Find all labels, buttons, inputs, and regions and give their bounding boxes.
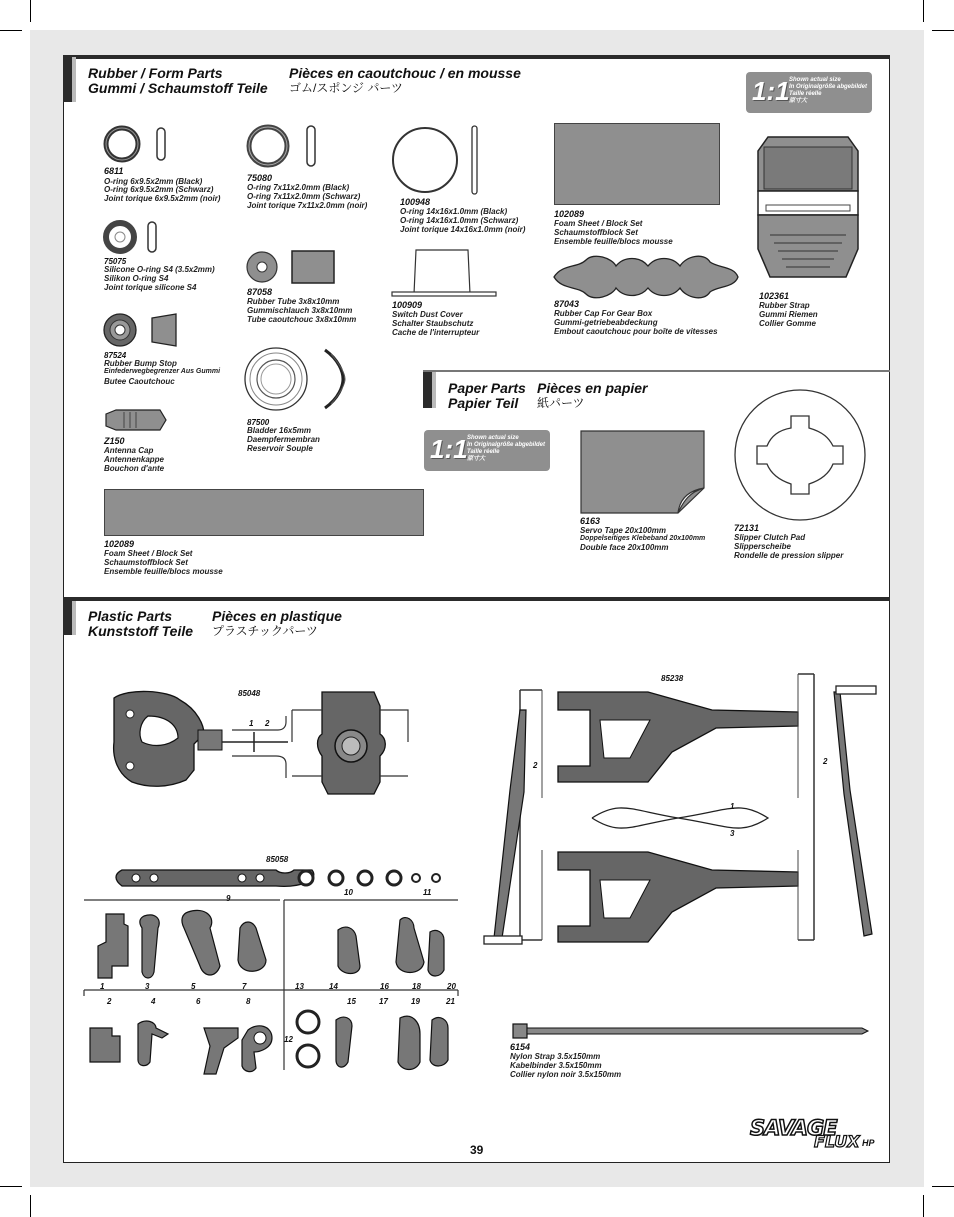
part-label-en: Rubber Cap For Gear Box bbox=[554, 309, 653, 318]
badge-en: Shown actual size bbox=[467, 435, 519, 441]
part-label-fr: Ensemble feuille/blocs mousse bbox=[554, 237, 673, 246]
part-number: 87524 bbox=[104, 351, 127, 360]
part-number: 102361 bbox=[759, 291, 790, 301]
part-number: Z150 bbox=[104, 436, 125, 446]
part-label-en: Silicone O-ring S4 (3.5x2mm) bbox=[104, 265, 215, 274]
rubber-title-de: Gummi / Schaumstoff Teile bbox=[88, 80, 268, 96]
part-label-en: Nylon Strap 3.5x150mm bbox=[510, 1052, 601, 1061]
sprue-part-number: 7 bbox=[242, 982, 247, 991]
logo-suffix: HP bbox=[862, 1138, 875, 1148]
badge-jp: 原寸大 bbox=[467, 456, 486, 462]
paper-title-fr: Pièces en papier bbox=[537, 380, 648, 396]
sprue-part-number: 6 bbox=[196, 997, 201, 1006]
part-label-en: O-ring 6x9.5x2mm (Black) bbox=[104, 177, 203, 186]
part-label-en: Switch Dust Cover bbox=[392, 310, 463, 319]
paper-divider bbox=[423, 370, 890, 372]
page-number: 39 bbox=[470, 1143, 484, 1157]
part-label-fr: Cache de l'interrupteur bbox=[392, 328, 480, 337]
section-divider bbox=[63, 597, 890, 601]
oring-6811-drawing bbox=[104, 126, 168, 162]
part-label-en: Bladder 16x5mm bbox=[247, 426, 312, 435]
plastic-title-en: Plastic Parts bbox=[88, 608, 173, 624]
crop-mark bbox=[30, 0, 31, 22]
part-label-fr: Butee Caoutchouc bbox=[104, 377, 175, 386]
part-label-fr: Joint torique silicone S4 bbox=[104, 283, 197, 292]
part-number: 6163 bbox=[580, 516, 601, 526]
part-label-en: Slipper Clutch Pad bbox=[734, 533, 806, 542]
sprue-part-number: 12 bbox=[284, 1035, 293, 1044]
actual-size-badge bbox=[746, 72, 872, 113]
part-number: 100909 bbox=[392, 300, 423, 310]
sprue-part-number: 20 bbox=[447, 982, 456, 991]
part-label-fr: Ensemble feuille/blocs mousse bbox=[104, 567, 223, 576]
sprue-part-number: 19 bbox=[411, 997, 420, 1006]
sprue-part-number: 16 bbox=[380, 982, 389, 991]
rubber-tube-87058-drawing bbox=[246, 249, 338, 285]
sprue-number: 85238 bbox=[661, 674, 684, 683]
logo-word-savage: SAVAGE bbox=[750, 1116, 837, 1140]
sprue-part-number: 2 bbox=[823, 757, 828, 766]
part-label-de: Schaumstoffblock Set bbox=[554, 228, 638, 237]
plastic-title-fr: Pièces en plastique bbox=[212, 608, 342, 624]
sprue-part-number: 14 bbox=[329, 982, 338, 991]
part-number: 100948 bbox=[400, 197, 431, 207]
paper-title-jp: 紙パーツ bbox=[537, 396, 585, 410]
part-label-de: Gummi-getriebeabdeckung bbox=[554, 318, 658, 327]
part-label-de: Schalter Staubschutz bbox=[392, 319, 474, 328]
part-label-en: Rubber Bump Stop bbox=[104, 359, 177, 368]
paper-title-en: Paper Parts bbox=[448, 380, 526, 396]
part-number: 102089 bbox=[104, 539, 135, 549]
part-label-fr: Collier Gomme bbox=[759, 319, 816, 328]
part-number: 87058 bbox=[247, 287, 273, 297]
oring-100948-drawing bbox=[392, 125, 488, 195]
oring-75080-drawing bbox=[247, 124, 319, 168]
part-label-fr: Tube caoutchouc 3x8x10mm bbox=[247, 315, 357, 324]
crop-mark bbox=[923, 1195, 924, 1217]
sprue-part-number: 9 bbox=[226, 894, 231, 903]
oring-75075-drawing bbox=[104, 219, 160, 255]
rubber-strap-102361-drawing bbox=[754, 131, 862, 287]
section-tab bbox=[423, 372, 432, 408]
crop-mark bbox=[30, 1195, 31, 1217]
part-number: 6154 bbox=[510, 1042, 531, 1052]
sprue-part-number: 4 bbox=[151, 997, 156, 1006]
badge-fr: Taille réelle bbox=[789, 91, 822, 97]
part-label-de: O-ring 6x9.5x2mm (Schwarz) bbox=[104, 185, 214, 194]
part-label-de: O-ring 14x16x1.0mm (Schwarz) bbox=[400, 216, 519, 225]
nylon-strap-6154-drawing bbox=[512, 1022, 870, 1040]
part-label-fr: Double face 20x100mm bbox=[580, 543, 669, 552]
crop-mark bbox=[932, 1186, 954, 1187]
plastic-title-de: Kunststoff Teile bbox=[88, 623, 194, 639]
servo-tape-6163-drawing bbox=[580, 430, 706, 514]
sprue-part-number: 2 bbox=[107, 997, 112, 1006]
sprue-number: 85048 bbox=[238, 689, 261, 698]
sprue-part-number: 18 bbox=[412, 982, 421, 991]
rubber-title-fr: Pièces en caoutchouc / en mousse bbox=[289, 65, 521, 81]
badge-scale: 1:1 bbox=[752, 76, 790, 106]
sprue-part-number: 2 bbox=[533, 761, 538, 770]
crop-mark bbox=[0, 30, 22, 31]
badge-en: Shown actual size bbox=[789, 77, 841, 83]
part-label-de: Kabelbinder 3.5x150mm bbox=[510, 1061, 602, 1070]
badge-de: In Originalgröße abgebildet bbox=[789, 84, 868, 90]
part-label-de: Antennenkappe bbox=[104, 455, 165, 464]
sprue-part-number: 1 bbox=[249, 719, 254, 728]
part-label-de: Silikon O-ring S4 bbox=[104, 274, 169, 283]
rubber-title-jp: ゴム/スポンジ パーツ bbox=[289, 81, 403, 95]
part-label-fr: Bouchon d'ante bbox=[104, 464, 165, 473]
badge-scale: 1:1 bbox=[430, 434, 468, 464]
sprue-number: 85058 bbox=[266, 855, 289, 864]
sprue-part-number: 15 bbox=[347, 997, 356, 1006]
part-label-de: Schaumstoffblock Set bbox=[104, 558, 188, 567]
part-label-de: Einfederwegbegrenzer Aus Gummi bbox=[104, 368, 221, 375]
part-number: 6811 bbox=[104, 166, 124, 176]
paper-title-de: Papier Teil bbox=[448, 395, 519, 411]
part-number: 87500 bbox=[247, 418, 270, 427]
antenna-cap-z150-drawing bbox=[104, 408, 168, 432]
part-label-en: Rubber Tube 3x8x10mm bbox=[247, 297, 340, 306]
badge-de: In Originalgröße abgebildet bbox=[467, 442, 546, 448]
switch-dust-cover-100909-drawing bbox=[390, 246, 498, 298]
sprue-part-number: 1 bbox=[730, 802, 735, 811]
part-label-fr: Reservoir Souple bbox=[247, 444, 313, 453]
foam-sheet-102089-strip bbox=[104, 489, 424, 536]
sprue-part-number: 5 bbox=[191, 982, 196, 991]
part-label-en: Foam Sheet / Block Set bbox=[554, 219, 643, 228]
part-label-fr: Collier nylon noir 3.5x150mm bbox=[510, 1070, 622, 1079]
part-label-en: Servo Tape 20x100mm bbox=[580, 526, 666, 535]
section-divider bbox=[63, 55, 890, 59]
crop-mark bbox=[932, 30, 954, 31]
sprue-part-number: 2 bbox=[265, 719, 270, 728]
crop-mark bbox=[923, 0, 924, 22]
part-label-de: Gummischlauch 3x8x10mm bbox=[247, 306, 353, 315]
part-label-en: O-ring 14x16x1.0mm (Black) bbox=[400, 207, 508, 216]
bump-stop-87524-drawing bbox=[102, 312, 180, 348]
sprue-part-number: 3 bbox=[145, 982, 150, 991]
slipper-clutch-pad-72131-drawing bbox=[733, 388, 867, 522]
part-label-en: Foam Sheet / Block Set bbox=[104, 549, 193, 558]
part-label-fr: Embout caoutchouc pour boîte de vitesses bbox=[554, 327, 718, 336]
sprue-85058-drawing bbox=[80, 862, 462, 1076]
part-number: 75075 bbox=[104, 257, 127, 266]
part-label-fr: Joint torique 6x9.5x2mm (noir) bbox=[104, 194, 221, 203]
part-label-en: Rubber Strap bbox=[759, 301, 810, 310]
part-label-de: Slipperscheibe bbox=[734, 542, 791, 551]
savage-flux-logo bbox=[750, 1116, 880, 1156]
part-label-fr: Rondelle de pression slipper bbox=[734, 551, 844, 560]
part-label-de: Gummi Riemen bbox=[759, 310, 818, 319]
sprue-part-number: 17 bbox=[379, 997, 388, 1006]
badge-jp: 原寸大 bbox=[789, 98, 808, 104]
section-tab bbox=[63, 57, 72, 102]
part-number: 87043 bbox=[554, 299, 580, 309]
bladder-87500-drawing bbox=[243, 346, 353, 412]
sprue-part-number: 8 bbox=[246, 997, 251, 1006]
part-label-fr: Joint torique 14x16x1.0mm (noir) bbox=[400, 225, 526, 234]
part-label-en: Antenna Cap bbox=[104, 446, 154, 455]
part-label-fr: Joint torique 7x11x2.0mm (noir) bbox=[247, 201, 368, 210]
part-label-de: Doppelseitiges Klebeband 20x100mm bbox=[580, 535, 706, 542]
part-label-de: O-ring 7x11x2.0mm (Schwarz) bbox=[247, 192, 361, 201]
section-tab bbox=[63, 601, 72, 635]
sprue-part-number: 11 bbox=[423, 888, 432, 897]
part-number: 75080 bbox=[247, 173, 273, 183]
sprue-part-number: 3 bbox=[730, 829, 735, 838]
sprue-part-number: 1 bbox=[100, 982, 105, 991]
part-label-en: O-ring 7x11x2.0mm (Black) bbox=[247, 183, 350, 192]
part-number: 102089 bbox=[554, 209, 585, 219]
sprue-part-number: 13 bbox=[295, 982, 304, 991]
rubber-title-en: Rubber / Form Parts bbox=[88, 65, 223, 81]
actual-size-badge bbox=[424, 430, 550, 471]
sprue-part-number: 10 bbox=[344, 888, 353, 897]
sprue-85048-drawing bbox=[108, 686, 420, 810]
part-label-de: Daempfermembran bbox=[247, 435, 320, 444]
rubber-cap-87043-drawing bbox=[552, 254, 740, 300]
logo-word-flux: FLUX bbox=[814, 1132, 860, 1151]
plastic-title-jp: プラスチックパーツ bbox=[212, 624, 318, 638]
sprue-85238-drawing bbox=[480, 670, 884, 952]
foam-sheet-102089 bbox=[554, 123, 720, 205]
crop-mark bbox=[0, 1186, 22, 1187]
badge-fr: Taille réelle bbox=[467, 449, 500, 455]
sprue-part-number: 21 bbox=[446, 997, 455, 1006]
part-number: 72131 bbox=[734, 523, 760, 533]
